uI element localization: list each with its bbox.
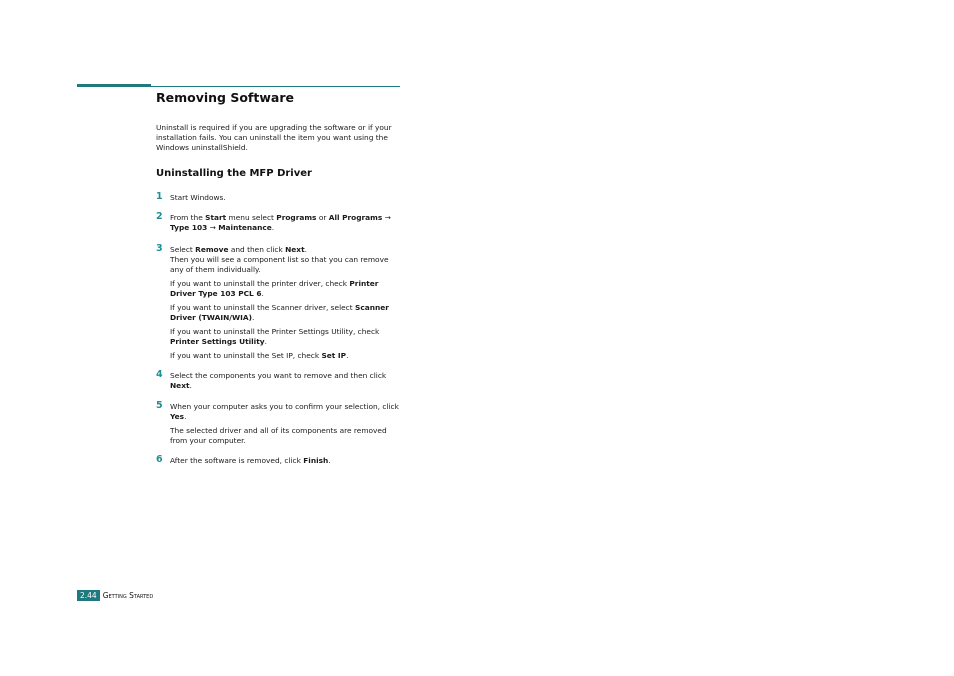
step-note-scanner: If you want to uninstall the Scanner driver, select Scanner Driver (TWAIN/WIA).	[170, 303, 389, 322]
step-text: When your computer asks you to confirm your selection, click Yes.	[170, 402, 399, 421]
step-note: The selected driver and all of its components are removed from your computer.	[170, 426, 387, 445]
step-6	[156, 456, 402, 470]
step-number: 1	[156, 191, 163, 202]
page-title: Removing Software	[156, 90, 294, 105]
step-note-printer: If you want to uninstall the printer driver, check Printer Driver Type 103 PCL 6.	[170, 279, 379, 298]
step-1	[156, 193, 402, 207]
step-number: 2	[156, 211, 163, 222]
header-rule-thick	[77, 84, 151, 87]
step-text: Select Remove and then click Next. Then you will see a component list so that you can remove any of them individually.	[170, 245, 389, 274]
step-note-setip: If you want to uninstall the Set IP, check Set IP.	[170, 351, 349, 360]
intro-paragraph: Uninstall is required if you are upgrading the software or if your installation fails. You can uninstall the item you want using the Windows uninstallShield.	[156, 123, 392, 152]
header-rule-thin	[151, 86, 400, 87]
step-text: After the software is removed, click Finish.	[170, 456, 331, 465]
step-4	[156, 371, 402, 395]
section-name: Getting Started	[102, 591, 154, 600]
step-text: Select the components you want to remove and then click Next.	[170, 371, 387, 390]
section-subtitle: Uninstalling the MFP Driver	[156, 168, 312, 179]
step-number: 3	[156, 243, 163, 254]
step-text: Start Windows.	[170, 193, 226, 202]
step-number: 4	[156, 369, 163, 380]
page-number: 2.44	[77, 590, 100, 601]
step-number: 6	[156, 454, 163, 465]
step-note-utility: If you want to uninstall the Printer Settings Utility, check Printer Settings Utility.	[170, 327, 380, 346]
step-5	[156, 402, 402, 450]
page-footer	[77, 590, 153, 601]
step-text: From the Start menu select Programs or All Programs → Type 103 → Maintenance.	[170, 213, 391, 232]
step-2	[156, 213, 402, 237]
step-number: 5	[156, 400, 163, 411]
step-3	[156, 245, 402, 365]
